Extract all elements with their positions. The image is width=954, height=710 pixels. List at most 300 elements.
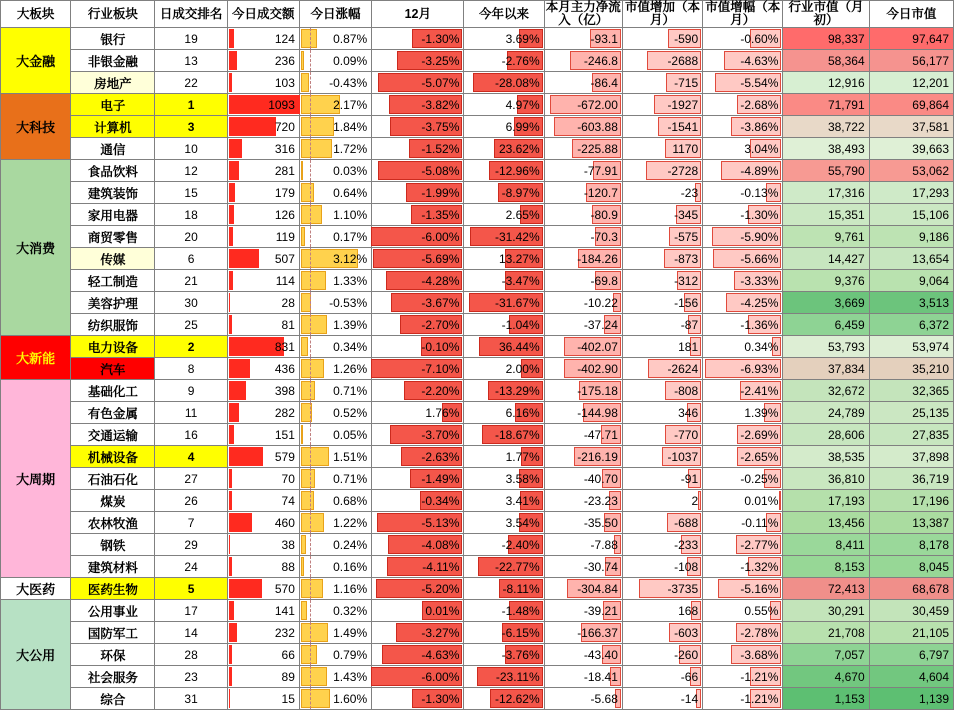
mcap-begin-cell: 8,411 [783,534,869,556]
dec-cell: -3.25% [372,50,464,72]
ytd-cell: 6.99% [464,116,544,138]
ytd-cell: 4.97% [464,94,544,116]
industry-cell[interactable]: 美容护理 [71,292,155,314]
mcap-pct-cell: 1.39% [703,402,783,424]
amount-cell: 103 [227,72,299,94]
change-cell: 0.52% [299,402,371,424]
mcap-add-cell: -91 [622,468,702,490]
flow-cell: -40.70 [544,468,622,490]
mcap-pct-cell: -2.69% [703,424,783,446]
dec-cell: -3.82% [372,94,464,116]
flow-cell: -603.88 [544,116,622,138]
flow-cell: -120.7 [544,182,622,204]
mcap-today-cell: 12,201 [869,72,953,94]
dec-cell: -3.27% [372,622,464,644]
industry-cell[interactable]: 非银金融 [71,50,155,72]
mcap-begin-cell: 13,456 [783,512,869,534]
mcap-add-cell: -2624 [622,358,702,380]
mcap-pct-cell: 3.04% [703,138,783,160]
mcap-add-cell: -1037 [622,446,702,468]
table-row[interactable] [1,446,954,468]
mcap-begin-cell: 4,670 [783,666,869,688]
change-cell: 1.51% [299,446,371,468]
table-row[interactable] [1,160,954,182]
change-cell: 0.87% [299,28,371,50]
flow-cell: -37.24 [544,314,622,336]
table-row[interactable] [1,94,954,116]
mcap-begin-cell: 72,413 [783,578,869,600]
dec-cell: -5.08% [372,160,464,182]
table-row[interactable] [1,600,954,622]
amount-cell: 507 [227,248,299,270]
table-row[interactable] [1,28,954,50]
group-cell: 大金融 [1,28,71,94]
dec-cell: -0.10% [372,336,464,358]
ytd-cell: 1.77% [464,446,544,468]
table-row[interactable] [1,402,954,424]
col-mcap-add: 市值增加（本月） [622,1,702,28]
mcap-pct-cell: -0.13% [703,182,783,204]
flow-cell: -672.00 [544,94,622,116]
table-row[interactable] [1,204,954,226]
change-cell: 1.84% [299,116,371,138]
flow-cell: -23.23 [544,490,622,512]
flow-cell: -184.26 [544,248,622,270]
flow-cell: -77.91 [544,160,622,182]
table-row[interactable] [1,358,954,380]
group-cell: 大新能 [1,336,71,380]
dec-cell: -6.00% [372,226,464,248]
mcap-begin-cell: 53,793 [783,336,869,358]
mcap-add-cell: -873 [622,248,702,270]
dec-cell: -2.70% [372,314,464,336]
mcap-begin-cell: 8,153 [783,556,869,578]
industry-cell[interactable]: 环保 [71,644,155,666]
dec-cell: -1.30% [372,28,464,50]
dec-cell: -1.99% [372,182,464,204]
group-cell: 大医药 [1,578,71,600]
rank-cell: 17 [155,600,227,622]
mcap-begin-cell: 21,708 [783,622,869,644]
mcap-add-cell: -688 [622,512,702,534]
mcap-pct-cell: -5.90% [703,226,783,248]
mcap-begin-cell: 3,669 [783,292,869,314]
amount-cell: 81 [227,314,299,336]
mcap-begin-cell: 71,791 [783,94,869,116]
mcap-begin-cell: 28,606 [783,424,869,446]
mcap-pct-cell: -3.68% [703,644,783,666]
mcap-begin-cell: 12,916 [783,72,869,94]
mcap-pct-cell: -3.33% [703,270,783,292]
amount-cell: 232 [227,622,299,644]
dec-cell: -7.10% [372,358,464,380]
mcap-today-cell: 97,647 [869,28,953,50]
industry-cell[interactable]: 计算机 [71,116,155,138]
rank-cell: 18 [155,204,227,226]
table-row[interactable] [1,534,954,556]
change-cell: 1.26% [299,358,371,380]
table-row[interactable] [1,336,954,358]
rank-cell: 19 [155,28,227,50]
col-mcap-begin: 行业市值（月初） [783,1,869,28]
mcap-today-cell: 37,581 [869,116,953,138]
ytd-cell: -6.15% [464,622,544,644]
ytd-cell: -3.47% [464,270,544,292]
change-cell: 1.49% [299,622,371,644]
mcap-begin-cell: 15,351 [783,204,869,226]
mcap-today-cell: 9,064 [869,270,953,292]
dec-cell: -1.52% [372,138,464,160]
mcap-add-cell: -770 [622,424,702,446]
mcap-today-cell: 8,178 [869,534,953,556]
ytd-cell: -1.48% [464,600,544,622]
industry-cell[interactable]: 汽车 [71,358,155,380]
change-cell: 2.17% [299,94,371,116]
ytd-cell: 2.00% [464,358,544,380]
table-row[interactable] [1,314,954,336]
industry-cell[interactable]: 农林牧渔 [71,512,155,534]
table-row[interactable] [1,50,954,72]
mcap-pct-cell: -0.25% [703,468,783,490]
flow-cell: -5.68 [544,688,622,710]
industry-cell[interactable]: 煤炭 [71,490,155,512]
table-row[interactable] [1,556,954,578]
mcap-add-cell: -808 [622,380,702,402]
rank-cell: 16 [155,424,227,446]
group-cell: 大公用 [1,600,71,710]
mcap-add-cell: -87 [622,314,702,336]
mcap-today-cell: 25,135 [869,402,953,424]
mcap-pct-cell: -2.65% [703,446,783,468]
mcap-begin-cell: 1,153 [783,688,869,710]
mcap-add-cell: -156 [622,292,702,314]
industry-cell[interactable]: 交通运输 [71,424,155,446]
mcap-pct-cell: -0.60% [703,28,783,50]
table-row[interactable] [1,116,954,138]
table-row[interactable] [1,578,954,600]
dec-cell: -3.75% [372,116,464,138]
amount-cell: 281 [227,160,299,182]
amount-cell: 282 [227,402,299,424]
table-row[interactable] [1,666,954,688]
industry-cell[interactable]: 房地产 [71,72,155,94]
ytd-cell: -2.76% [464,50,544,72]
mcap-begin-cell: 32,672 [783,380,869,402]
change-cell: 0.03% [299,160,371,182]
rank-cell: 15 [155,182,227,204]
group-cell: 大周期 [1,380,71,578]
mcap-begin-cell: 37,834 [783,358,869,380]
table-row[interactable] [1,226,954,248]
ytd-cell: 3.41% [464,490,544,512]
mcap-begin-cell: 14,427 [783,248,869,270]
mcap-today-cell: 30,459 [869,600,953,622]
industry-cell[interactable]: 电力设备 [71,336,155,358]
dec-cell: -2.20% [372,380,464,402]
industry-cell[interactable]: 银行 [71,28,155,50]
ytd-cell: -22.77% [464,556,544,578]
rank-cell: 7 [155,512,227,534]
rank-cell: 2 [155,336,227,358]
industry-cell[interactable]: 石油石化 [71,468,155,490]
mcap-add-cell: -603 [622,622,702,644]
industry-cell[interactable]: 通信 [71,138,155,160]
mcap-pct-cell: -2.78% [703,622,783,644]
rank-cell: 30 [155,292,227,314]
table-row[interactable] [1,138,954,160]
amount-cell: 38 [227,534,299,556]
amount-cell: 1093 [227,94,299,116]
amount-cell: 74 [227,490,299,512]
amount-cell: 141 [227,600,299,622]
rank-cell: 1 [155,94,227,116]
mcap-today-cell: 15,106 [869,204,953,226]
table-row[interactable] [1,424,954,446]
mcap-pct-cell: -5.66% [703,248,783,270]
mcap-pct-cell: -2.41% [703,380,783,402]
mcap-today-cell: 53,974 [869,336,953,358]
industry-cell[interactable]: 电子 [71,94,155,116]
change-cell: 0.71% [299,468,371,490]
mcap-today-cell: 27,835 [869,424,953,446]
mcap-today-cell: 35,210 [869,358,953,380]
ytd-cell: 36.44% [464,336,544,358]
ytd-cell: -2.40% [464,534,544,556]
mcap-pct-cell: -1.32% [703,556,783,578]
ytd-cell: -3.76% [464,644,544,666]
dec-cell: -4.28% [372,270,464,292]
ytd-cell: 2.65% [464,204,544,226]
mcap-begin-cell: 9,376 [783,270,869,292]
table-row[interactable] [1,688,954,710]
amount-cell: 88 [227,556,299,578]
col-flow: 本月主力净流入（亿） [545,0,621,28]
table-row[interactable] [1,380,954,402]
ytd-cell: -23.11% [464,666,544,688]
table-row[interactable] [1,468,954,490]
flow-cell: -225.88 [544,138,622,160]
mcap-add-cell: -3735 [622,578,702,600]
industry-cell[interactable]: 机械设备 [71,446,155,468]
amount-cell: 720 [227,116,299,138]
mcap-add-cell: -2728 [622,160,702,182]
table-row[interactable] [1,622,954,644]
flow-cell: -402.90 [544,358,622,380]
mcap-add-cell: -23 [622,182,702,204]
flow-cell: -175.18 [544,380,622,402]
flow-cell: -402.07 [544,336,622,358]
rank-cell: 12 [155,160,227,182]
mcap-begin-cell: 38,722 [783,116,869,138]
flow-cell: -43.40 [544,644,622,666]
mcap-add-cell: 2 [622,490,702,512]
change-cell: -0.43% [299,72,371,94]
amount-cell: 460 [227,512,299,534]
mcap-today-cell: 21,105 [869,622,953,644]
flow-cell: -216.19 [544,446,622,468]
amount-cell: 831 [227,336,299,358]
col-ytd: 今年以来 [464,1,544,28]
industry-cell[interactable]: 纺织服饰 [71,314,155,336]
change-cell: 0.79% [299,644,371,666]
ytd-cell: -8.11% [464,578,544,600]
amount-cell: 151 [227,424,299,446]
table-row[interactable] [1,490,954,512]
change-cell: 3.12% [299,248,371,270]
flow-cell: -39.21 [544,600,622,622]
mcap-pct-cell: 0.34% [703,336,783,358]
amount-cell: 236 [227,50,299,72]
ytd-cell: 13.27% [464,248,544,270]
flow-cell: -304.84 [544,578,622,600]
ytd-cell: 3.54% [464,512,544,534]
table-row[interactable] [1,292,954,314]
mcap-begin-cell: 9,761 [783,226,869,248]
mcap-pct-cell: -1.21% [703,666,783,688]
ytd-cell: -12.96% [464,160,544,182]
amount-cell: 126 [227,204,299,226]
rank-cell: 11 [155,402,227,424]
industry-cell[interactable]: 传媒 [71,248,155,270]
mcap-begin-cell: 7,057 [783,644,869,666]
flow-cell: -18.41 [544,666,622,688]
rank-cell: 29 [155,534,227,556]
mcap-today-cell: 39,663 [869,138,953,160]
industry-cell[interactable]: 建筑材料 [71,556,155,578]
table-row[interactable] [1,182,954,204]
flow-cell: -10.22 [544,292,622,314]
rank-cell: 5 [155,578,227,600]
industry-cell[interactable]: 食品饮料 [71,160,155,182]
table-body [1,28,954,710]
table-row[interactable] [1,644,954,666]
mcap-begin-cell: 38,493 [783,138,869,160]
flow-cell: -70.3 [544,226,622,248]
rank-cell: 31 [155,688,227,710]
change-cell: 1.33% [299,270,371,292]
mcap-add-cell: -715 [622,72,702,94]
dec-cell: -6.00% [372,666,464,688]
amount-cell: 119 [227,226,299,248]
industry-cell[interactable]: 国防军工 [71,622,155,644]
mcap-pct-cell: -1.30% [703,204,783,226]
flow-cell: -93.1 [544,28,622,50]
dec-cell: -5.20% [372,578,464,600]
mcap-add-cell: -575 [622,226,702,248]
industry-cell[interactable]: 医药生物 [71,578,155,600]
mcap-today-cell: 56,177 [869,50,953,72]
col-dec: 12月 [372,1,464,28]
table-row[interactable] [1,72,954,94]
rank-cell: 3 [155,116,227,138]
rank-cell: 20 [155,226,227,248]
amount-cell: 66 [227,644,299,666]
industry-cell[interactable]: 基础化工 [71,380,155,402]
flow-cell: -80.9 [544,204,622,226]
mcap-pct-cell: -2.77% [703,534,783,556]
mcap-begin-cell: 30,291 [783,600,869,622]
industry-cell[interactable]: 社会服务 [71,666,155,688]
amount-cell: 179 [227,182,299,204]
table-row[interactable] [1,512,954,534]
col-mcap-today: 今日市值 [869,1,953,28]
ytd-cell: 6.16% [464,402,544,424]
rank-cell: 9 [155,380,227,402]
ytd-cell: 3.69% [464,28,544,50]
industry-cell[interactable]: 钢铁 [71,534,155,556]
mcap-add-cell: 346 [622,402,702,424]
mcap-begin-cell: 38,535 [783,446,869,468]
mcap-add-cell: -312 [622,270,702,292]
flow-cell: -86.4 [544,72,622,94]
ytd-cell: -12.62% [464,688,544,710]
ytd-cell: -13.29% [464,380,544,402]
change-cell: 1.22% [299,512,371,534]
amount-cell: 114 [227,270,299,292]
flow-cell: -144.98 [544,402,622,424]
amount-cell: 28 [227,292,299,314]
dec-cell: -5.13% [372,512,464,534]
industry-cell[interactable]: 商贸零售 [71,226,155,248]
change-cell: 1.72% [299,138,371,160]
mcap-add-cell: -1927 [622,94,702,116]
mcap-pct-cell: -4.63% [703,50,783,72]
mcap-begin-cell: 17,316 [783,182,869,204]
mcap-pct-cell: -6.93% [703,358,783,380]
industry-cell[interactable]: 家用电器 [71,204,155,226]
amount-cell: 70 [227,468,299,490]
rank-cell: 8 [155,358,227,380]
dec-cell: -4.11% [372,556,464,578]
header-row [1,1,954,28]
dec-cell: -5.07% [372,72,464,94]
ytd-cell: -8.97% [464,182,544,204]
mcap-add-cell: -345 [622,204,702,226]
dec-cell: -0.34% [372,490,464,512]
mcap-today-cell: 37,898 [869,446,953,468]
mcap-today-cell: 6,372 [869,314,953,336]
mcap-begin-cell: 58,364 [783,50,869,72]
amount-cell: 15 [227,688,299,710]
mcap-begin-cell: 55,790 [783,160,869,182]
dec-cell: -1.49% [372,468,464,490]
mcap-begin-cell: 24,789 [783,402,869,424]
flow-cell: -35.50 [544,512,622,534]
flow-cell: -69.8 [544,270,622,292]
amount-cell: 89 [227,666,299,688]
mcap-begin-cell: 6,459 [783,314,869,336]
industry-cell[interactable]: 综合 [71,688,155,710]
mcap-today-cell: 17,293 [869,182,953,204]
industry-cell[interactable]: 轻工制造 [71,270,155,292]
mcap-today-cell: 17,196 [869,490,953,512]
ytd-cell: -18.67% [464,424,544,446]
col-big-board: 大板块 [1,1,71,28]
mcap-pct-cell: -2.68% [703,94,783,116]
industry-cell[interactable]: 建筑装饰 [71,182,155,204]
mcap-add-cell: -108 [622,556,702,578]
mcap-add-cell: 1170 [622,138,702,160]
industry-cell[interactable]: 有色金属 [71,402,155,424]
col-amount: 今日成交额 [227,1,299,28]
ytd-cell: 23.62% [464,138,544,160]
dec-cell: -1.35% [372,204,464,226]
table-row[interactable] [1,270,954,292]
mcap-today-cell: 53,062 [869,160,953,182]
rank-cell: 21 [155,270,227,292]
industry-cell[interactable]: 公用事业 [71,600,155,622]
table-row[interactable] [1,248,954,270]
